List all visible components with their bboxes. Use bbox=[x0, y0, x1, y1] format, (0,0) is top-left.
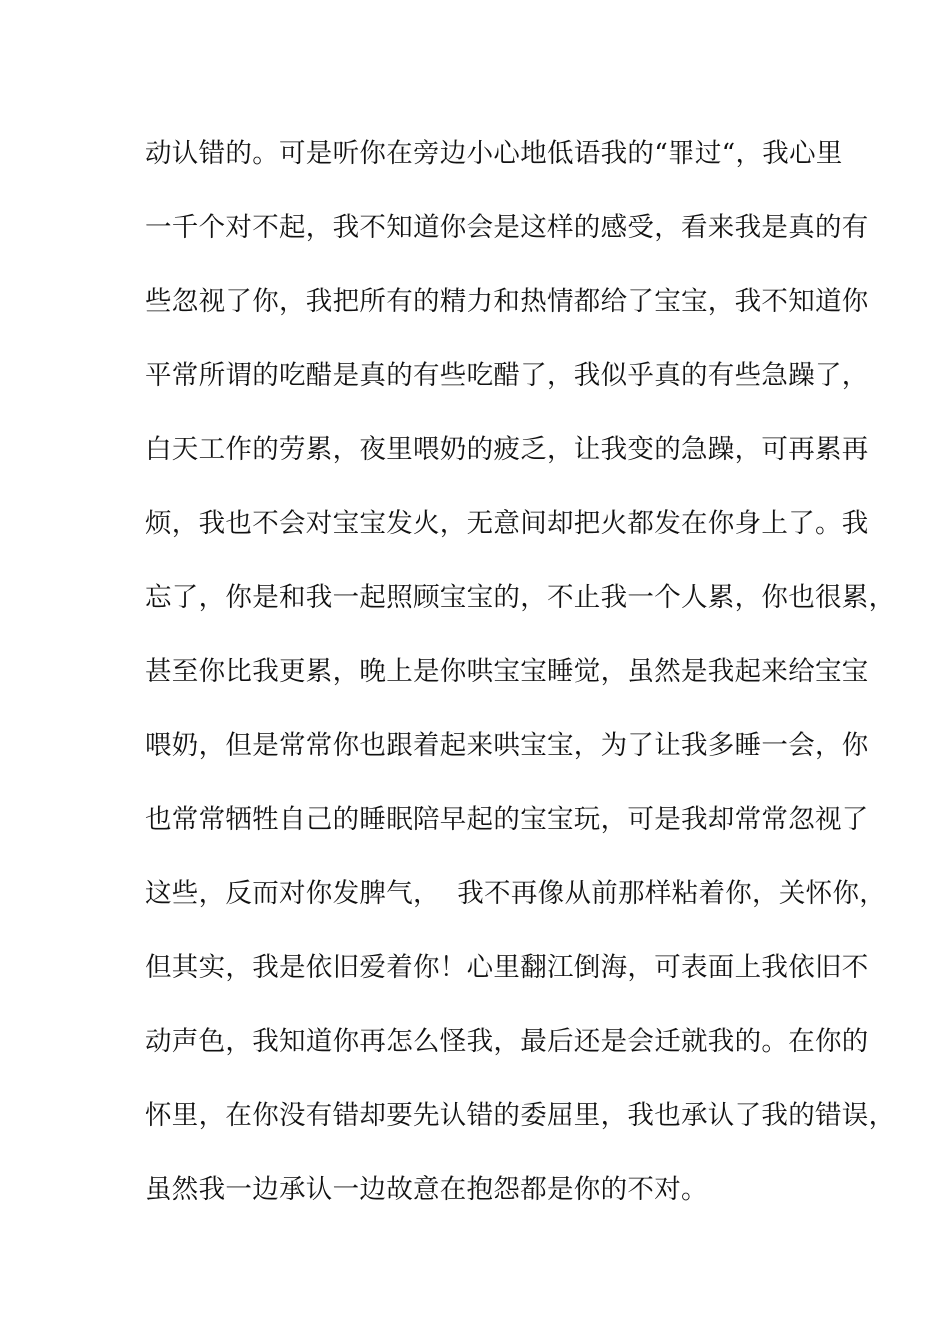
text-line: 甚至你比我更累，晚上是你哄宝宝睡觉，虽然是我起来给宝宝 bbox=[145, 656, 869, 687]
text-line: 动声色，我知道你再怎么怪我，最后还是会迁就我的。在你的 bbox=[145, 1026, 869, 1057]
text-line: 白天工作的劳累，夜里喂奶的疲乏，让我变的急躁，可再累再 bbox=[145, 434, 869, 465]
text-line: 怀里，在你没有错却要先认错的委屈里，我也承认了我的错误， bbox=[145, 1100, 896, 1131]
text-line: 平常所谓的吃醋是真的有些吃醋了，我似乎真的有些急躁了， bbox=[145, 360, 869, 391]
text-line: 些忽视了你，我把所有的精力和热情都给了宝宝，我不知道你 bbox=[145, 286, 869, 317]
text-line: 喂奶，但是常常你也跟着起来哄宝宝，为了让我多睡一会，你 bbox=[145, 730, 869, 761]
text-line: 忘了，你是和我一起照顾宝宝的，不止我一个人累，你也很累， bbox=[145, 582, 896, 613]
text-line: 烦，我也不会对宝宝发火，无意间却把火都发在你身上了。我 bbox=[145, 508, 869, 539]
text-line: 动认错的。可是听你在旁边小心地低语我的“罪过“，我心里 bbox=[145, 138, 843, 169]
text-line: 这些，反而对你发脾气， 我不再像从前那样粘着你，关怀你， bbox=[145, 878, 887, 909]
text-line: 虽然我一边承认一边故意在抱怨都是你的不对。 bbox=[145, 1174, 708, 1205]
text-line: 但其实，我是依旧爱着你！心里翻江倒海，可表面上我依旧不 bbox=[145, 952, 869, 983]
text-line: 也常常牺牲自己的睡眠陪早起的宝宝玩，可是我却常常忽视了 bbox=[145, 804, 869, 835]
text-line: 一千个对不起，我不知道你会是这样的感受，看来我是真的有 bbox=[145, 212, 869, 243]
body-text bbox=[145, 132, 896, 1242]
